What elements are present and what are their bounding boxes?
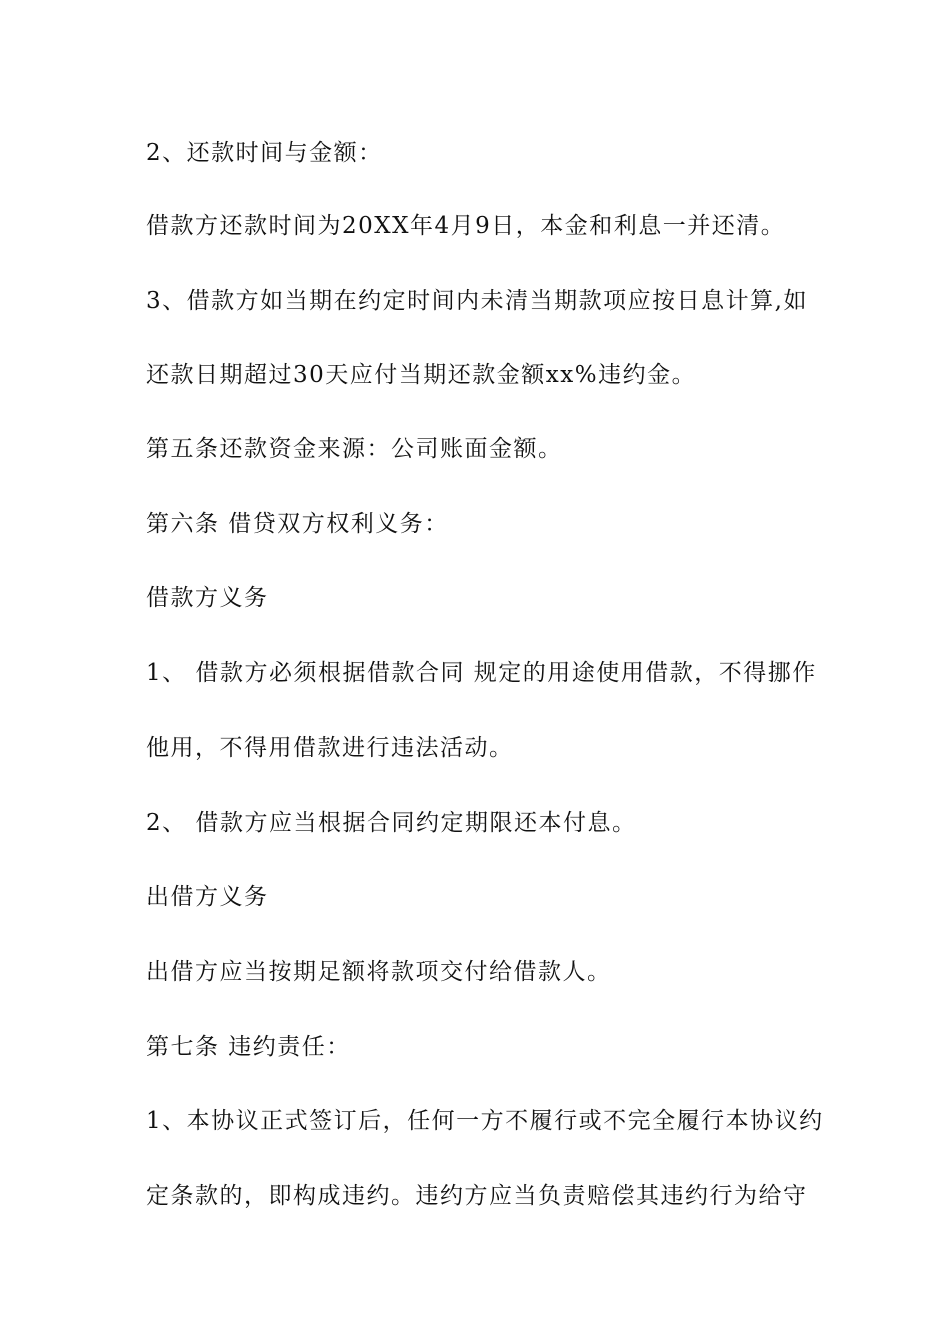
text-line-borrower-obligation-2: 2、 借款方应当根据合同约定期限还本付息。 (146, 810, 637, 836)
text-line-article-six: 第六条 借贷双方权利义务： (146, 511, 449, 537)
text-line-breach-1: 1、本协议正式签订后，任何一方不履行或不完全履行本协议约 (146, 1108, 824, 1134)
text-line-lender-obligations: 出借方义务 (146, 884, 269, 910)
text-line-repayment-date: 借款方还款时间为20XX年4月9日，本金和利息一并还清。 (146, 213, 786, 239)
text-line-article-five: 第五条还款资金来源：公司账面金额。 (146, 436, 563, 462)
text-line-breach-1-cont: 定条款的，即构成违约。违约方应当负责赔偿其违约行为给守 (146, 1183, 808, 1209)
text-line-borrower-obligation-1: 1、 借款方必须根据借款合同 规定的用途使用借款，不得挪作 (146, 660, 817, 686)
text-line-late-interest: 3、借款方如当期在约定时间内未清当期款项应按日息计算,如 (146, 288, 808, 314)
text-line-borrower-obligation-1-cont: 他用，不得用借款进行违法活动。 (146, 735, 514, 761)
text-line-penalty: 还款日期超过30天应付当期还款金额xx%违约金。 (146, 362, 697, 388)
text-line-lender-obligation-1: 出借方应当按期足额将款项交付给借款人。 (146, 959, 612, 985)
text-line-borrower-obligations: 借款方义务 (146, 585, 269, 611)
text-line-article-seven: 第七条 违约责任： (146, 1034, 351, 1060)
text-line-repayment-time-heading: 2、还款时间与金额： (146, 140, 383, 166)
